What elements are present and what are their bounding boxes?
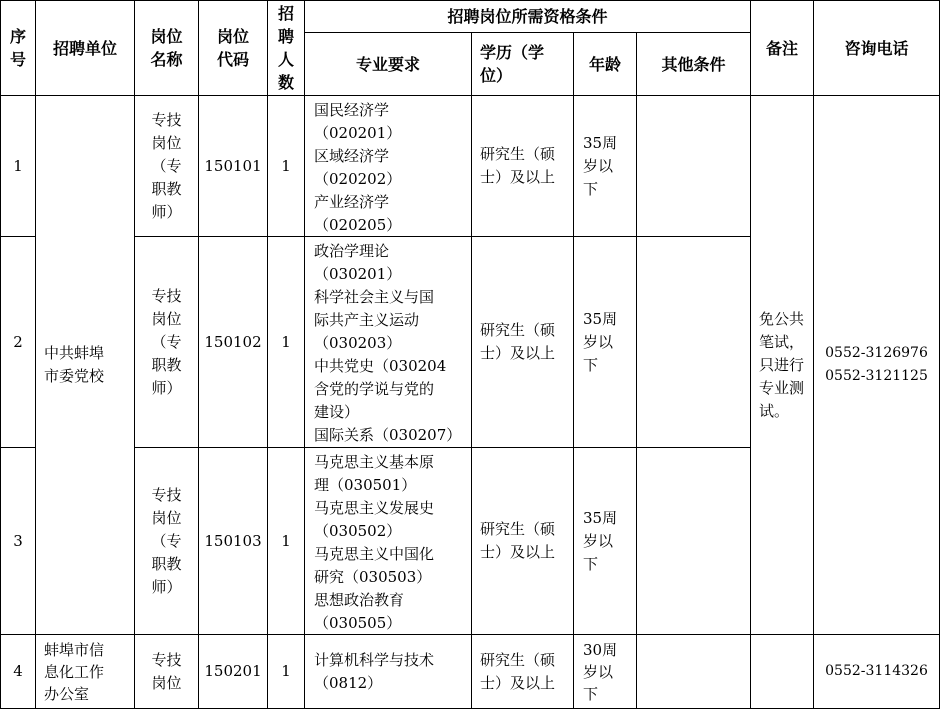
row3-other [637,448,750,634]
row4-education: 研究生（硕士）及以上 [480,650,556,692]
row3-seq: 3 [13,531,23,550]
row3-position-name: 专技岗位（专职教师） [151,485,182,596]
phone-cell-group [814,96,939,634]
header-other: 其他条件 [661,54,726,74]
phone-number: 0552-3126976 [825,345,928,361]
header-unit: 招聘单位 [52,38,117,58]
row3-age: 35周岁以下 [583,508,618,573]
row1-seq: 1 [13,156,23,175]
header-seq: 序号 [9,27,26,69]
row4-phone: 0552-3114326 [825,663,928,679]
row4-unit: 蚌埠市信息化工作办公室 [44,640,105,703]
row4-position-code: 150201 [204,662,262,680]
row4-note [751,635,813,708]
row2-seq: 2 [13,332,23,351]
note-cell: 免公共笔试，只进行专业测试。 [759,309,805,420]
header-position-code: 岗位代码 [216,27,249,69]
phone-number: 0552-3121125 [825,368,928,384]
row2-age: 35周岁以下 [583,309,618,374]
row1-education: 研究生（硕士）及以上 [480,145,556,186]
row3-count: 1 [281,531,291,550]
row1-age: 35周岁以下 [583,133,618,198]
row3-education: 研究生（硕士）及以上 [480,520,556,561]
header-age: 年龄 [588,54,621,74]
row1-position-name: 专技岗位（专职教师） [151,110,182,221]
header-position-name: 岗位名称 [150,27,183,69]
row2-other [637,237,750,447]
row4-major: 计算机科学与技术 （0812） [314,650,435,692]
header-count: 招聘人数 [277,4,294,92]
row2-position-name: 专技岗位（专职教师） [151,286,182,397]
row3-position-code: 150103 [204,531,262,550]
row1-count: 1 [281,156,291,175]
row2-count: 1 [281,332,291,351]
header-requirements: 招聘岗位所需资格条件 [447,7,608,26]
unit-party-school: 中共蚌埠市委党校 [44,344,105,385]
row1-other [637,96,750,236]
row4-age: 30周岁以下 [583,640,618,703]
header-major: 专业要求 [355,54,420,74]
header-education: 学历（学位） [480,43,545,85]
row3-major: 马克思主义基本原 理（030501） 马克思主义发展史 （030502） 马克思主义中国化 研究（030503） 思想政治教育 （030505） [314,453,435,632]
header-note: 备注 [765,38,798,58]
row1-position-code: 150101 [204,156,262,175]
row4-seq: 4 [13,662,23,680]
row4-count: 1 [281,662,291,680]
header-phone: 咨询电话 [844,38,909,58]
row1-major: 国民经济学 （020201） 区域经济学 （020202） 产业经济学 （020205） [314,101,402,234]
row2-major: 政治学理论 （030201） 科学社会主义与国 际共产主义运动 （030203） 中共党史（030204 含党的学说与党的 建设） 国际关系（030207） [314,242,462,444]
row4-other [637,635,750,708]
row2-education: 研究生（硕士）及以上 [480,321,556,362]
row2-position-code: 150102 [204,332,262,351]
row4-position-name: 专技岗位 [151,650,182,692]
